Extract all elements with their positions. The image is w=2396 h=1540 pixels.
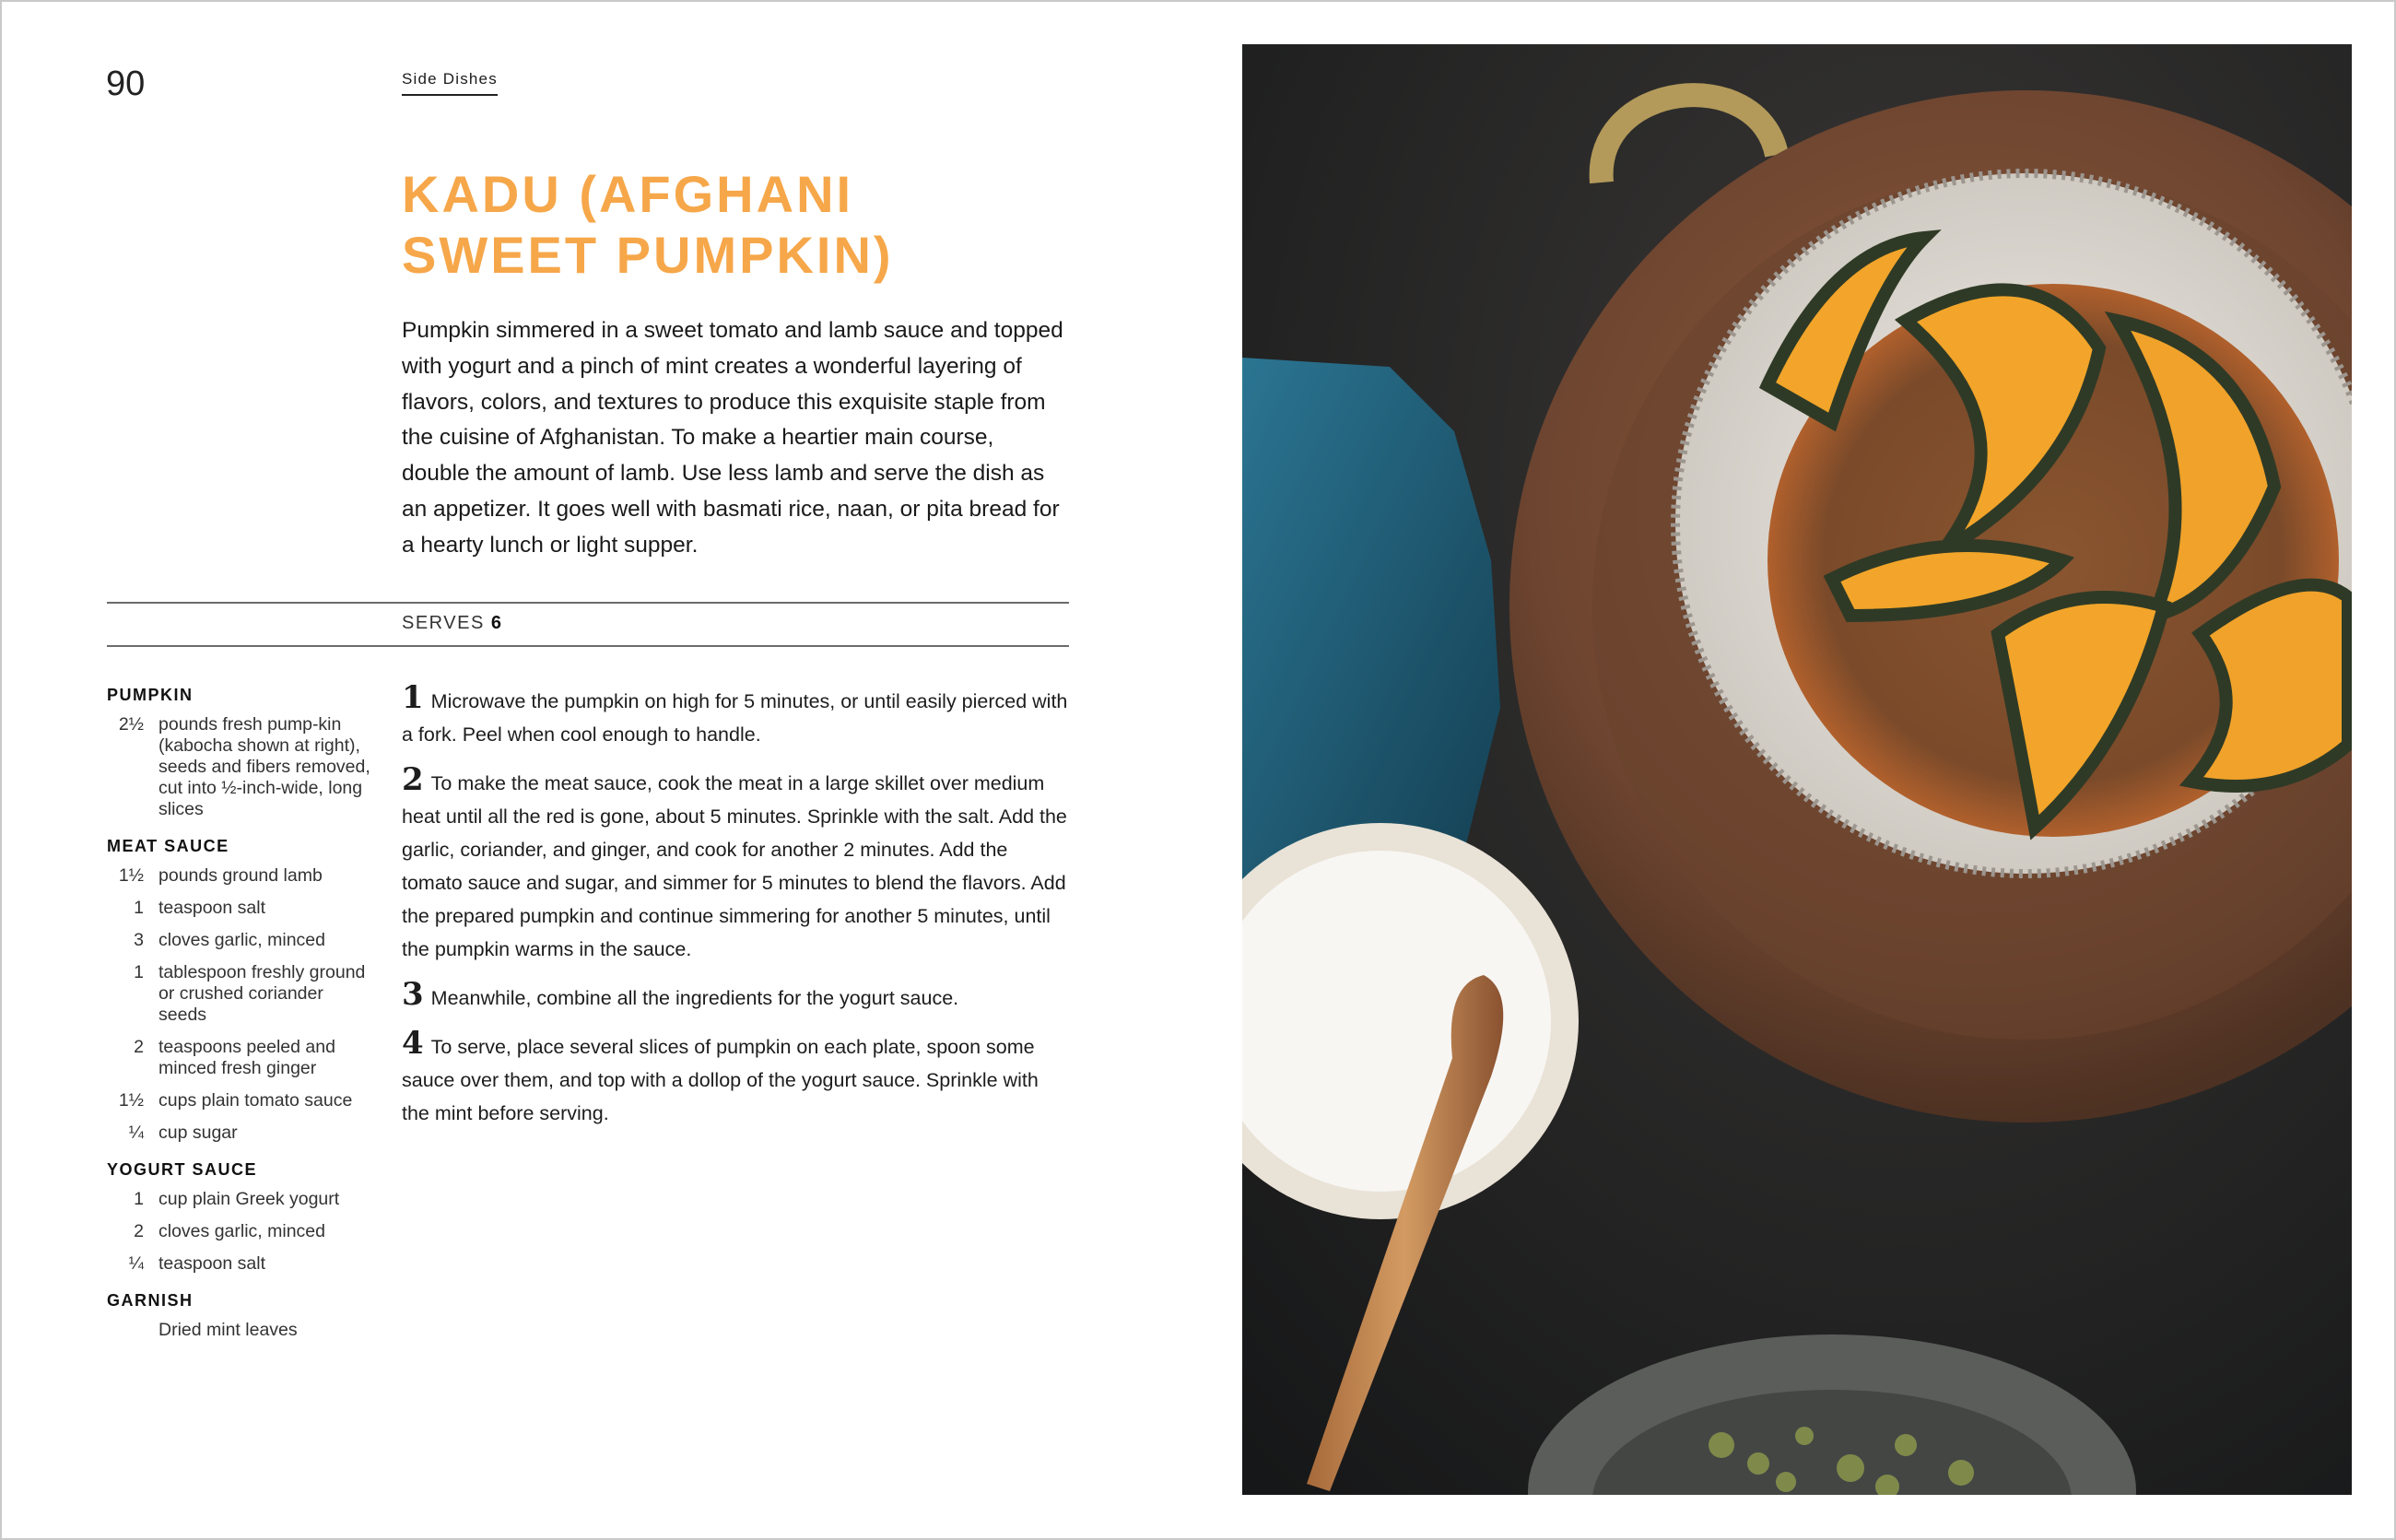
ingredient-group-heading: MEAT SAUCE	[107, 837, 229, 855]
ingredient-group-heading: GARNISH	[107, 1291, 194, 1310]
ingredient-description: cloves garlic, minced	[159, 1221, 325, 1241]
ingredient-item	[107, 1090, 374, 1111]
ingredient-group	[107, 686, 374, 820]
ingredient-quantity: 3	[134, 930, 144, 950]
ingredient-item	[107, 962, 374, 1026]
ingredient-description: pounds ground lamb	[159, 865, 323, 886]
ingredient-description: teaspoon salt	[159, 1253, 266, 1274]
ingredients-list	[107, 686, 374, 1358]
ingredient-group	[107, 1160, 374, 1275]
ingredient-group-heading: YOGURT SAUCE	[107, 1160, 258, 1179]
serves-info	[402, 613, 502, 634]
ingredient-group-heading: PUMPKIN	[107, 686, 194, 704]
serves-value: 6	[490, 613, 503, 633]
ingredient-item	[107, 1189, 374, 1210]
ingredient-description: cloves garlic, minced	[159, 930, 325, 950]
ingredient-quantity: 2½	[118, 714, 144, 735]
ingredient-quantity: 1½	[118, 865, 144, 886]
step-number: 4	[402, 1025, 424, 1062]
step-number: 2	[402, 761, 424, 798]
ingredient-description: cups plain tomato sauce	[159, 1090, 353, 1111]
recipe-intro: Pumpkin simmered in a sweet tomato and lamb sauce and topped with yogurt and a pinch of mint creates a wonderful layering of flavors, colors, and textures to produce this exquisite staple from the cuisine of Afghanistan. To make a heartier main course, double the amount of lamb. Use less lamb and serve the dish as an appetizer. It goes well with basmati rice, naan, or pita bread for a hearty lunch or light supper.	[402, 318, 1063, 558]
step-text: Microwave the pumpkin on high for 5 minutes, or until easily pierced with a fork. Peel when cool enough to handle.	[402, 690, 1068, 746]
method-step	[402, 976, 1071, 1015]
ingredient-item	[107, 865, 374, 887]
ingredient-quantity: 2	[134, 1037, 144, 1057]
ingredient-item	[107, 930, 374, 951]
ingredient-quantity: ¼	[128, 1253, 144, 1274]
ingredient-description: Dried mint leaves	[159, 1320, 298, 1340]
food-photo	[1242, 44, 2352, 1495]
method-step	[402, 761, 1071, 966]
method-step	[402, 1025, 1071, 1130]
ingredient-item	[107, 1253, 374, 1275]
ingredient-item	[107, 1221, 374, 1242]
serves-bar	[107, 602, 1069, 647]
ingredient-quantity: 1	[134, 898, 144, 918]
serves-label: SERVES	[402, 613, 485, 633]
ingredient-group	[107, 1291, 374, 1341]
ingredient-quantity: 1½	[118, 1090, 144, 1111]
step-text: To make the meat sauce, cook the meat in a large skillet over medium heat until all the red is gone, about 5 minutes. Sprinkle with the salt. Add the garlic, coriander, and ginger, and cook for another 2 minutes. Add the tomato sauce and sugar, and simmer for 5 minutes to blend the flavors. Add the prepared pumpkin and continue simmering for another 5 minutes, until the pumpkin warms in the sauce.	[402, 772, 1067, 960]
ingredient-group	[107, 837, 374, 1144]
section-title: Side Dishes	[402, 70, 498, 96]
ingredient-quantity: 2	[134, 1221, 144, 1241]
ingredient-item	[107, 1037, 374, 1079]
ingredient-description: cup plain Greek yogurt	[159, 1189, 340, 1209]
method-steps	[402, 679, 1071, 1145]
ingredient-description: pounds fresh pump-kin (kabocha shown at right), seeds and fibers removed, cut into ½-inch-wide, long slices	[159, 714, 370, 819]
page-number: 90	[106, 65, 146, 103]
ingredient-description: teaspoon salt	[159, 898, 266, 918]
step-number: 3	[402, 976, 424, 1013]
ingredient-item	[107, 714, 374, 820]
ingredient-quantity: 1	[134, 962, 144, 982]
ingredient-item	[107, 898, 374, 919]
recipe-title: KADU (AFGHANI SWEET PUMPKIN)	[402, 165, 894, 284]
ingredient-description: teaspoons peeled and minced fresh ginger	[159, 1037, 335, 1078]
ingredient-description: cup sugar	[159, 1123, 238, 1143]
ingredient-description: tablespoon freshly ground or crushed coriander seeds	[159, 962, 366, 1025]
step-text: To serve, place several slices of pumpkin on each plate, spoon some sauce over them, and top with a dollop of the yogurt sauce. Sprinkle with the mint before serving.	[402, 1036, 1039, 1124]
step-number: 1	[402, 679, 424, 716]
ingredient-quantity: 1	[134, 1189, 144, 1209]
ingredient-item	[107, 1123, 374, 1144]
step-text: Meanwhile, combine all the ingredients for the yogurt sauce.	[430, 987, 959, 1009]
method-step	[402, 679, 1071, 751]
ingredient-quantity: ¼	[128, 1123, 144, 1143]
ingredient-item	[107, 1320, 374, 1341]
ingredient-quantity	[107, 1320, 144, 1341]
food-photo-illustration	[1242, 44, 2352, 1495]
